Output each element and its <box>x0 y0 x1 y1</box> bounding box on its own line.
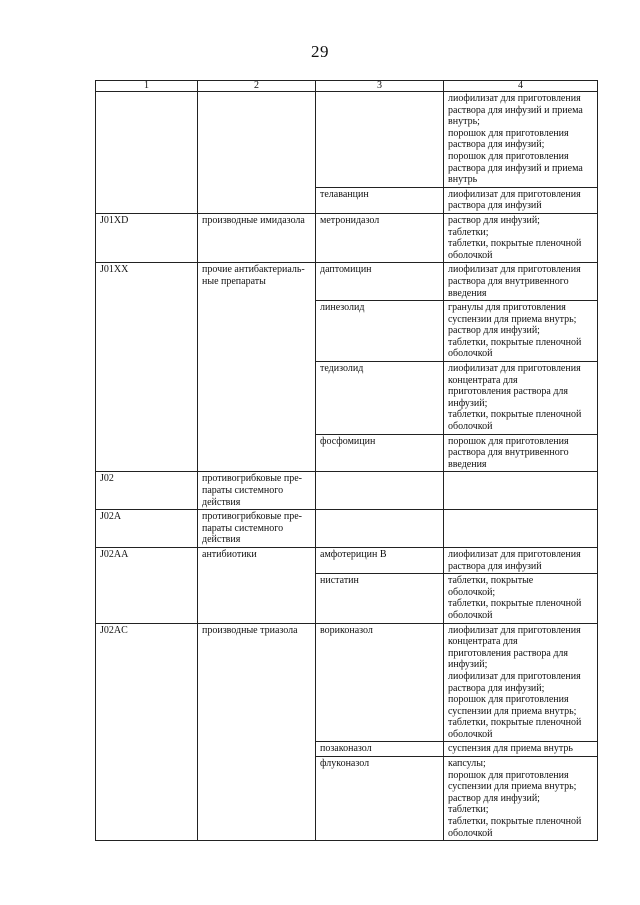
cell-text-line: концентрата для <box>448 636 518 648</box>
cell-text-line: приготовления раствора для <box>448 647 568 659</box>
group-cell <box>198 547 316 623</box>
column-header: 4 <box>444 81 598 92</box>
cell-text-line: суспензии для приема внутрь; <box>448 705 577 717</box>
cell-text-line: суспензия для приема внутрь <box>448 743 573 755</box>
cell-text-line: действия <box>202 534 241 546</box>
cell-text-line: действия <box>202 496 241 508</box>
cell-text-line: введения <box>448 287 487 299</box>
column-header: 1 <box>96 81 198 92</box>
table-header-row <box>96 81 598 92</box>
cell-text-line: гранулы для приготовления <box>448 302 566 314</box>
cell-text-line: оболочкой <box>448 827 493 839</box>
cell-text-line: таблетки, покрытые пленочной <box>448 717 582 729</box>
cell-text-line: J02A <box>100 511 122 523</box>
cell-text-line: таблетки; <box>448 804 489 816</box>
cell-text-line: позаконазол <box>320 743 372 755</box>
table-row <box>96 263 598 301</box>
cell-text-line: таблетки, покрытые пленочной <box>448 336 582 348</box>
cell-text-line: линезолид <box>320 302 365 314</box>
cell-text-line: оболочкой; <box>448 586 496 598</box>
dosage-forms-cell <box>444 574 598 623</box>
cell-text-line: вориконазол <box>320 624 373 636</box>
cell-text-line: параты системного <box>202 522 284 534</box>
cell-text-line: раствора для инфузий; <box>448 139 545 151</box>
drug-cell <box>316 757 444 841</box>
cell-text-line: лиофилизат для приготовления <box>448 624 581 636</box>
cell-text-line: флуконазол <box>320 758 370 770</box>
table-row <box>96 510 598 548</box>
cell-text-line: лиофилизат для приготовления <box>448 363 581 375</box>
group-cell <box>198 92 316 214</box>
cell-text-line: J01XX <box>100 264 129 276</box>
cell-text-line: лиофилизат для приготовления <box>448 264 581 276</box>
atc-code-cell <box>96 623 198 841</box>
table-row <box>96 472 598 510</box>
cell-text-line: лиофилизат для приготовления <box>448 548 581 560</box>
cell-text-line: таблетки, покрытые пленочной <box>448 598 582 610</box>
dosage-forms-cell <box>444 547 598 573</box>
cell-text-line: раствора для инфузий <box>448 200 542 212</box>
drug-cell <box>316 623 444 742</box>
drug-cell <box>316 472 444 510</box>
cell-text-line: раствор для инфузий; <box>448 325 540 337</box>
cell-text-line: порошок для приготовления <box>448 694 569 706</box>
cell-text-line: лиофилизат для приготовления <box>448 670 581 682</box>
cell-text-line: раствора для инфузий; <box>448 682 545 694</box>
group-cell <box>198 263 316 472</box>
atc-code-cell <box>96 472 198 510</box>
table-row <box>96 623 598 742</box>
cell-text-line: суспензии для приема внутрь; <box>448 781 577 793</box>
cell-text-line: концентрата для <box>448 374 518 386</box>
cell-text-line: прочие антибактериаль- <box>202 264 305 276</box>
drug-table <box>95 80 598 841</box>
cell-text-line: инфузий; <box>448 659 488 671</box>
drug-cell <box>316 187 444 213</box>
cell-text-line: капсулы; <box>448 758 486 770</box>
cell-text-line: метронидазол <box>320 214 380 226</box>
group-cell <box>198 472 316 510</box>
cell-text-line: телаванцин <box>320 188 369 200</box>
table-row <box>96 92 598 188</box>
cell-text-line: порошок для приготовления <box>448 150 569 162</box>
cell-text-line: таблетки, покрытые <box>448 575 534 587</box>
cell-text-line: раствора для внутривенного <box>448 447 569 459</box>
cell-text-line: таблетки; <box>448 226 489 238</box>
cell-text-line: фосфомицин <box>320 435 376 447</box>
dosage-forms-cell <box>444 623 598 742</box>
drug-cell <box>316 742 444 757</box>
cell-text-line: противогрибковые пре- <box>202 511 302 523</box>
atc-code-cell <box>96 92 198 214</box>
cell-text-line: таблетки, покрытые пленочной <box>448 238 582 250</box>
page-number: 29 <box>311 42 329 61</box>
cell-text-line: порошок для приготовления <box>448 769 569 781</box>
cell-text-line: оболочкой <box>448 249 493 261</box>
dosage-forms-cell <box>444 213 598 262</box>
cell-text-line: раствора для внутривенного <box>448 275 569 287</box>
cell-text-line: раствора для инфузий <box>448 560 542 572</box>
cell-text-line: введения <box>448 458 487 470</box>
atc-code-cell <box>96 263 198 472</box>
table-row <box>96 547 598 573</box>
dosage-forms-cell <box>444 362 598 435</box>
cell-text-line: раствора для инфузий и приема <box>448 162 583 174</box>
cell-text-line: ные препараты <box>202 275 266 287</box>
cell-text-line: внутрь <box>448 174 478 186</box>
drug-cell <box>316 213 444 262</box>
cell-text-line: оболочкой <box>448 728 493 740</box>
cell-text-line: лиофилизат для приготовления <box>448 188 581 200</box>
drug-cell <box>316 301 444 362</box>
cell-text-line: J02AC <box>100 624 128 636</box>
cell-text-line: порошок для приготовления <box>448 127 569 139</box>
drug-cell <box>316 547 444 573</box>
group-cell <box>198 213 316 262</box>
cell-text-line: J02AA <box>100 548 129 560</box>
atc-code-cell <box>96 510 198 548</box>
cell-text-line: оболочкой <box>448 348 493 360</box>
drug-cell <box>316 434 444 472</box>
dosage-forms-cell <box>444 434 598 472</box>
atc-code-cell <box>96 213 198 262</box>
dosage-forms-cell <box>444 510 598 548</box>
cell-text-line: инфузий; <box>448 397 488 409</box>
dosage-forms-cell <box>444 472 598 510</box>
table-row <box>96 213 598 262</box>
dosage-forms-cell <box>444 742 598 757</box>
cell-text-line: J01XD <box>100 214 129 226</box>
cell-text-line: раствор для инфузий; <box>448 792 540 804</box>
cell-text-line: таблетки, покрытые пленочной <box>448 816 582 828</box>
cell-text-line: противогрибковые пре- <box>202 473 302 485</box>
drug-cell <box>316 362 444 435</box>
cell-text-line: нистатин <box>320 575 359 587</box>
cell-text-line: амфотерицин В <box>320 548 387 560</box>
drug-cell <box>316 92 444 188</box>
cell-text-line: тедизолид <box>320 363 364 375</box>
cell-text-line: J02 <box>100 473 114 485</box>
cell-text-line: суспензии для приема внутрь; <box>448 313 577 325</box>
cell-text-line: приготовления раствора для <box>448 386 568 398</box>
dosage-forms-cell <box>444 301 598 362</box>
cell-text-line: лиофилизат для приготовления <box>448 93 581 104</box>
drug-cell <box>316 263 444 301</box>
dosage-forms-cell <box>444 757 598 841</box>
cell-text-line: производные триазола <box>202 624 298 636</box>
cell-text-line: даптомицин <box>320 264 372 276</box>
cell-text-line: антибиотики <box>202 548 257 560</box>
cell-text-line: внутрь; <box>448 116 480 128</box>
cell-text-line: параты системного <box>202 485 284 496</box>
cell-text-line: оболочкой <box>448 421 493 433</box>
group-cell <box>198 510 316 548</box>
cell-text-line: производные имидазола <box>202 214 305 226</box>
dosage-forms-cell <box>444 263 598 301</box>
cell-text-line: порошок для приготовления <box>448 435 569 447</box>
atc-code-cell <box>96 547 198 623</box>
drug-cell <box>316 574 444 623</box>
cell-text-line: раствора для инфузий и приема <box>448 104 583 116</box>
drug-cell <box>316 510 444 548</box>
cell-text-line: раствор для инфузий; <box>448 214 540 226</box>
cell-text-line: оболочкой <box>448 609 493 621</box>
cell-text-line: таблетки, покрытые пленочной <box>448 409 582 421</box>
column-header: 3 <box>316 81 444 92</box>
dosage-forms-cell <box>444 187 598 213</box>
group-cell <box>198 623 316 841</box>
dosage-forms-cell <box>444 92 598 188</box>
column-header: 2 <box>198 81 316 92</box>
